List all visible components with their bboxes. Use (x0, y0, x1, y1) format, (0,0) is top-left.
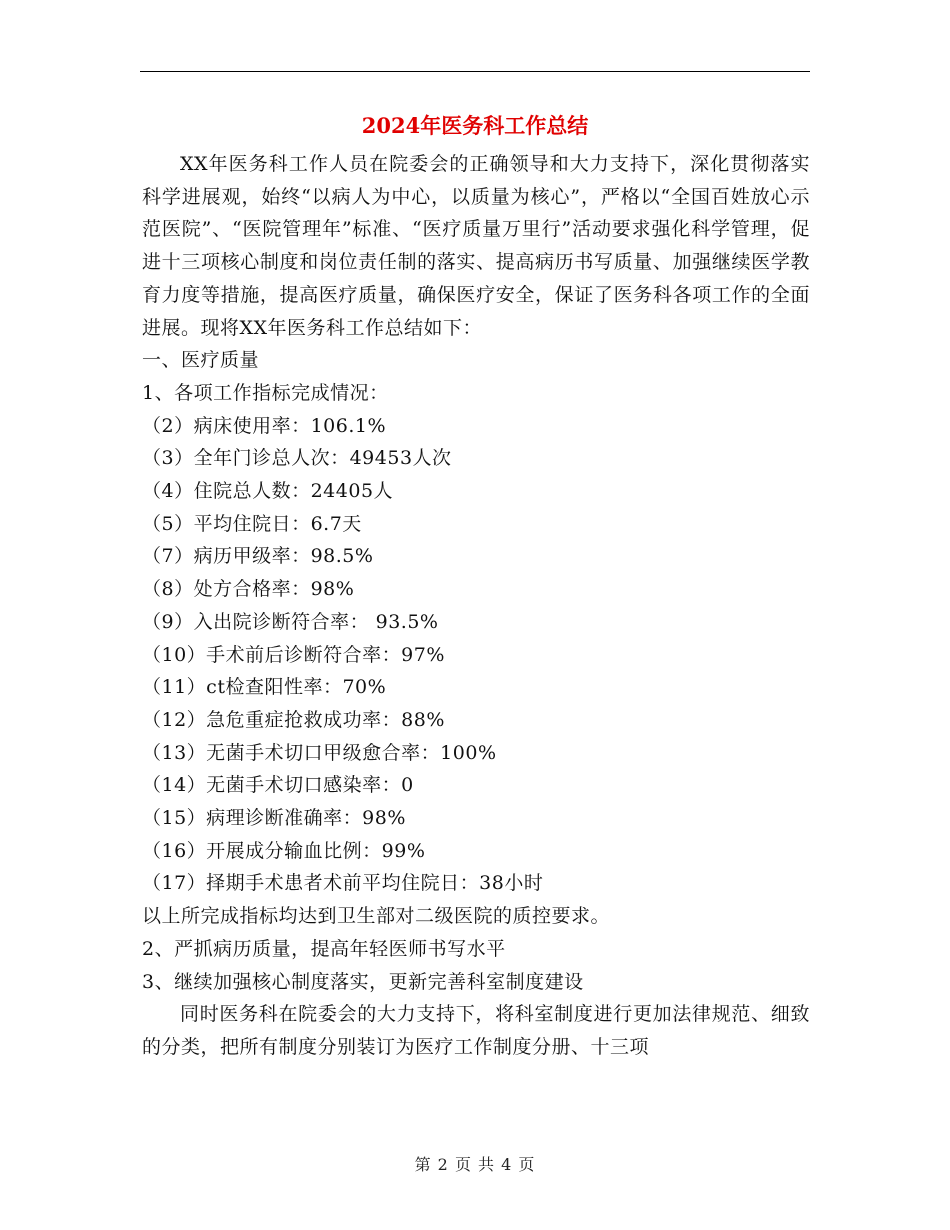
indicator-rescue-success: （12）急危重症抢救成功率：88% (142, 708, 445, 731)
indicator-incision-healing: （13）无菌手术切口甲级愈合率：100% (142, 741, 497, 764)
header-rule (140, 71, 810, 72)
indicator-ct-positive: （11）ct检查阳性率：70% (142, 676, 387, 699)
indicator-average-stay: （5）平均住院日：6.7天 (142, 512, 362, 535)
item-heading-indicators: 1、各项工作指标完成情况： (142, 381, 389, 404)
page-number: 第 2 页 共 4 页 (414, 1155, 536, 1174)
indicator-preop-stay: （17）择期手术患者术前平均住院日：38小时 (142, 872, 544, 895)
indicator-surgery-diagnosis-match: （10）手术前后诊断符合率：97% (142, 643, 445, 666)
document-title: 2024年医务科工作总结 (361, 113, 589, 138)
indicator-pathology-accuracy: （15）病理诊断准确率：98% (142, 807, 406, 830)
indicator-incision-infection: （14）无菌手术切口感染率：0 (142, 774, 414, 797)
indicator-diagnosis-match: （9）入出院诊断符合率： 93.5% (142, 610, 439, 633)
indicator-outpatient-visits: （3）全年门诊总人次：49453人次 (142, 447, 452, 470)
indicator-record-grade-a: （7）病历甲级率：98.5% (142, 545, 374, 568)
item-heading-records: 2、严抓病历质量，提高年轻医师书写水平 (142, 937, 506, 960)
indicator-component-transfusion: （16）开展成分输血比例：99% (142, 839, 426, 862)
summary-line: 以上所完成指标均达到卫生部对二级医院的质控要求。 (142, 905, 611, 928)
item-heading-core-systems: 3、继续加强核心制度落实，更新完善科室制度建设 (142, 970, 584, 993)
intro-paragraph: XX年医务科工作人员在院委会的正确领导和大力支持下，深化贯彻落实科学进展观，始终“以病人为中心，以质量为核心”，严格以“全国百姓放心示范医院”、“医院管理年”标准、“医疗质量万里行”活动要求强化科学管理，促进十三项核心制度和岗位责任制的落实、提高病历书写质量、加强继续医学教育力度等措施，提高医疗质量，确保医疗安全，保证了医务科各项工作的全面进展。现将XX年医务科工作总结如下： (142, 153, 810, 339)
indicator-prescription-pass: （8）处方合格率：98% (142, 578, 355, 601)
indicator-inpatients: （4）住院总人数：24405人 (142, 480, 394, 503)
section-heading-medical-quality: 一、医疗质量 (142, 349, 260, 372)
document-body (142, 148, 810, 1064)
closing-paragraph: 同时医务科在院委会的大力支持下，将科室制度进行更加法律规范、细致的分类，把所有制度分别装订为医疗工作制度分册、十三项 (142, 1003, 810, 1058)
indicator-bed-usage: （2）病床使用率：106.1% (142, 414, 387, 437)
